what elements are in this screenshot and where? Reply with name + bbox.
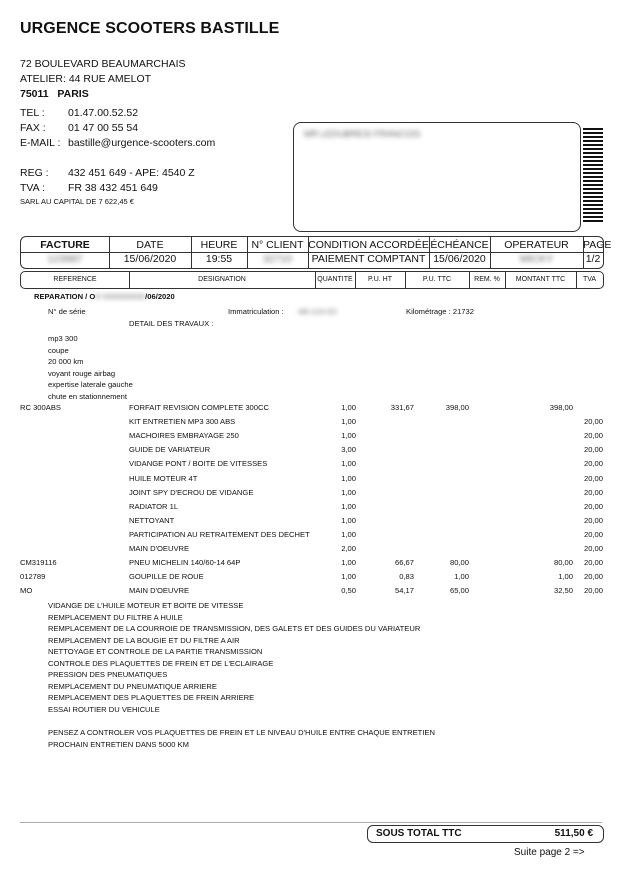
table-row bbox=[0, 429, 620, 442]
facture-value: 123987 bbox=[47, 253, 83, 265]
fax-value: 01 47 00 55 54 bbox=[68, 122, 139, 134]
date-cell bbox=[109, 237, 192, 268]
col-quantite: QUANTITE bbox=[315, 272, 356, 288]
serial-label: N° de série bbox=[48, 307, 86, 316]
company-contact bbox=[20, 106, 215, 151]
cell-puht: 54,17 bbox=[394, 586, 414, 596]
cell-puttc: 1,00 bbox=[454, 572, 469, 582]
tva-value: FR 38 432 451 649 bbox=[68, 182, 158, 194]
date-label: DATE bbox=[136, 239, 164, 251]
cell-designation: JOINT SPY D'ECROU DE VIDANGE bbox=[129, 487, 254, 497]
reg-value: 432 451 649 - APE: 4540 Z bbox=[68, 167, 195, 179]
work-line: ESSAI ROUTIER DU VEHICULE bbox=[48, 704, 160, 714]
note-line: chute en stationnement bbox=[48, 391, 127, 401]
postcode: 75011 bbox=[20, 88, 49, 100]
cell-designation: MAIN D'OEUVRE bbox=[129, 586, 190, 596]
work-line: PRESSION DES PNEUMATIQUES bbox=[48, 670, 168, 679]
table-row bbox=[0, 528, 620, 541]
cell-tva: 20,00 bbox=[583, 473, 603, 483]
cell-quantite: 3,00 bbox=[341, 445, 356, 455]
cell-quantite: 1,00 bbox=[341, 572, 356, 582]
table-row bbox=[0, 443, 620, 456]
heure-label: HEURE bbox=[200, 239, 238, 251]
work-line: REMPLACEMENT DE LA COURROIE DE TRANSMISSION, DES GALETS ET DES GUIDES DU VARIATEUR bbox=[48, 624, 421, 633]
condition-cell bbox=[308, 237, 430, 268]
work-line: CONTROLE DES PLAQUETTES DE FREIN ET DE L'ECLAIRAGE bbox=[48, 658, 274, 668]
cell-quantite: 1,00 bbox=[341, 529, 356, 539]
work-line: REMPLACEMENT DES PLAQUETTES DE FREIN ARRIERE bbox=[48, 693, 255, 702]
cell-tva: 20,00 bbox=[583, 529, 603, 539]
client-label: N° CLIENT bbox=[251, 239, 304, 251]
cell-designation: PARTICIPATION AU RETRAITEMENT DES DECHET bbox=[129, 529, 310, 539]
repair-number: R 0000000000 bbox=[95, 292, 146, 301]
table-row bbox=[0, 556, 620, 569]
footer-notes bbox=[48, 727, 435, 750]
note-line: coupe bbox=[48, 345, 69, 355]
cell-quantite: 1,00 bbox=[341, 473, 356, 483]
cell-quantite: 1,00 bbox=[341, 417, 356, 427]
cell-designation: RADIATOR 1L bbox=[129, 501, 179, 511]
recipient-name: MR LEDUBRESI FRANCOIS bbox=[304, 129, 421, 139]
heure-value: 19:55 bbox=[205, 253, 233, 265]
date-value: 15/06/2020 bbox=[123, 253, 177, 265]
cell-quantite: 1,00 bbox=[341, 515, 356, 525]
cell-puttc: 65,00 bbox=[449, 586, 469, 596]
cell-tva: 20,00 bbox=[583, 487, 603, 497]
column-headers bbox=[20, 271, 604, 289]
next-page-link: Suite page 2 => bbox=[514, 847, 585, 858]
cell-tva: 20,00 bbox=[583, 501, 603, 511]
cell-reference: CM319116 bbox=[20, 558, 57, 568]
col-reference: REFERENCE bbox=[21, 272, 130, 288]
subtotal-label: SOUS TOTAL TTC bbox=[376, 828, 462, 839]
cell-designation: MACHOIRES EMBRAYAGE 250 bbox=[129, 431, 239, 441]
cell-puht: 0,83 bbox=[399, 572, 414, 582]
tva-label: TVA : bbox=[20, 182, 45, 194]
page-label: PAGE bbox=[583, 239, 612, 251]
note-line: voyant rouge airbag bbox=[48, 368, 116, 378]
col-tva: TVA bbox=[582, 276, 597, 283]
email-label: E-MAIL : bbox=[20, 137, 61, 149]
cell-puttc: 80,00 bbox=[449, 558, 469, 568]
cell-montant: 80,00 bbox=[553, 558, 573, 568]
invoice-header bbox=[20, 236, 612, 269]
email-value: bastille@urgence-scooters.com bbox=[68, 137, 216, 149]
footer-divider bbox=[20, 822, 602, 823]
repair-suffix: /06/2020 bbox=[145, 292, 175, 301]
cell-designation: FORFAIT REVISION COMPLETE 300CC bbox=[129, 403, 269, 412]
echeance-cell bbox=[429, 237, 491, 268]
condition-label: CONDITION ACCORDÉE bbox=[308, 239, 429, 251]
page-value: 1/2 bbox=[585, 253, 601, 265]
detail-label: DETAIL DES TRAVAUX : bbox=[129, 319, 214, 328]
address-city bbox=[20, 87, 186, 102]
table-row bbox=[0, 401, 620, 414]
table-row bbox=[0, 514, 620, 527]
note-line: mp3 300 bbox=[48, 334, 78, 343]
barcode bbox=[583, 128, 603, 224]
page-cell bbox=[583, 237, 612, 268]
note-line: 20 000 km bbox=[48, 357, 84, 366]
col-puttc: P.U. TTC bbox=[405, 272, 470, 288]
cell-designation: GUIDE DE VARIATEUR bbox=[129, 445, 211, 455]
cell-reference: MO bbox=[20, 586, 33, 596]
cell-quantite: 1,00 bbox=[341, 459, 356, 469]
footer-note-line: PENSEZ A CONTROLER VOS PLAQUETTES DE FREIN ET LE NIVEAU D'HUILE ENTRE CHAQUE ENTRETIEN bbox=[48, 728, 435, 737]
table-row bbox=[0, 415, 620, 428]
city: PARIS bbox=[57, 88, 89, 100]
cell-puht: 331,67 bbox=[390, 403, 414, 412]
company-address bbox=[20, 57, 186, 102]
condition-value: PAIEMENT COMPTANT bbox=[311, 253, 426, 265]
col-designation: DESIGNATION bbox=[129, 272, 316, 288]
recipient-address-box bbox=[293, 122, 581, 232]
cell-quantite: 1,00 bbox=[341, 403, 356, 412]
table-row bbox=[0, 472, 620, 485]
cell-tva: 20,00 bbox=[583, 459, 603, 469]
subtotal-box bbox=[367, 825, 604, 843]
cell-designation: HUILE MOTEUR 4T bbox=[129, 473, 198, 483]
cell-designation: PNEU MICHELIN 140/60-14 64P bbox=[129, 558, 241, 568]
immat-label: Immatriculation : bbox=[228, 307, 284, 316]
cell-puht: 66,67 bbox=[394, 558, 414, 568]
cell-quantite: 1,00 bbox=[341, 501, 356, 511]
cell-puttc: 398,00 bbox=[445, 403, 469, 412]
cell-tva: 20,00 bbox=[583, 445, 603, 455]
work-line: NETTOYAGE ET CONTROLE DE LA PARTIE TRANSMISSION bbox=[48, 647, 263, 656]
operateur-value: MICKY bbox=[519, 253, 554, 265]
address-line-2: ATELIER: 44 RUE AMELOT bbox=[20, 73, 152, 85]
col-montant: MONTANT TTC bbox=[505, 272, 577, 288]
heure-cell bbox=[191, 237, 248, 268]
operateur-cell bbox=[490, 237, 584, 268]
client-value: 32710 bbox=[262, 253, 293, 265]
facture-label: FACTURE bbox=[40, 239, 90, 251]
col-remise: REM. % bbox=[469, 272, 506, 288]
table-row bbox=[0, 457, 620, 470]
footer-note-line: PROCHAIN ENTRETIEN DANS 5000 KM bbox=[48, 739, 189, 749]
cell-tva: 20,00 bbox=[583, 431, 603, 441]
facture-cell bbox=[21, 237, 110, 268]
cell-quantite: 1,00 bbox=[341, 558, 356, 568]
work-line: REMPLACEMENT DU FILTRE A HUILE bbox=[48, 612, 183, 622]
operateur-label: OPERATEUR bbox=[504, 239, 569, 251]
cell-designation: VIDANGE PONT / BOITE DE VITESSES bbox=[129, 459, 268, 469]
cell-reference: RC 300ABS bbox=[20, 403, 61, 412]
table-row bbox=[0, 486, 620, 499]
cell-designation: GOUPILLE DE ROUE bbox=[129, 572, 204, 582]
address-line-1: 72 BOULEVARD BEAUMARCHAIS bbox=[20, 58, 186, 70]
work-line: REMPLACEMENT DE LA BOUGIE ET DU FILTRE A AIR bbox=[48, 635, 240, 645]
reg-label: REG : bbox=[20, 167, 49, 179]
cell-designation: NETTOYANT bbox=[129, 515, 175, 525]
company-capital: SARL AU CAPITAL DE 7 622,45 € bbox=[20, 197, 134, 206]
cell-tva: 20,00 bbox=[583, 572, 603, 582]
cell-designation: KIT ENTRETIEN MP3 300 ABS bbox=[129, 417, 236, 427]
repair-title bbox=[34, 291, 175, 303]
km-label: Kilométrage : 21732 bbox=[406, 307, 474, 316]
cell-quantite: 1,00 bbox=[341, 487, 356, 497]
echeance-label: ÉCHÉANCE bbox=[430, 239, 489, 251]
repair-prefix: REPARATION / O bbox=[34, 292, 96, 301]
note-line: expertise laterale gauche bbox=[48, 380, 133, 389]
work-line: VIDANGE DE L'HUILE MOTEUR ET BOITE DE VITESSE bbox=[48, 601, 244, 610]
table-row bbox=[0, 584, 620, 597]
subtotal-value: 511,50 € bbox=[554, 828, 593, 839]
echeance-value: 15/06/2020 bbox=[433, 253, 486, 265]
cell-quantite: 2,00 bbox=[341, 544, 356, 553]
works-list bbox=[48, 600, 420, 715]
col-puht: P.U. HT bbox=[355, 272, 406, 288]
fax-label: FAX : bbox=[20, 122, 46, 134]
client-cell bbox=[247, 237, 309, 268]
table-row bbox=[0, 542, 620, 555]
notes-list bbox=[48, 333, 133, 402]
cell-tva: 20,00 bbox=[583, 417, 603, 427]
table-row bbox=[0, 500, 620, 513]
cell-tva: 20,00 bbox=[583, 558, 603, 568]
cell-tva: 20,00 bbox=[583, 544, 603, 553]
cell-montant: 1,00 bbox=[558, 572, 573, 582]
cell-tva: 20,00 bbox=[583, 515, 603, 525]
cell-montant: 398,00 bbox=[549, 403, 573, 412]
company-name: URGENCE SCOOTERS BASTILLE bbox=[20, 20, 280, 37]
cell-reference: 012789 bbox=[20, 572, 46, 582]
cell-montant: 32,50 bbox=[553, 586, 573, 596]
company-registration bbox=[20, 166, 195, 196]
immat-value: AB-123-CD bbox=[298, 307, 337, 316]
cell-tva: 20,00 bbox=[583, 586, 603, 596]
cell-quantite: 1,00 bbox=[341, 431, 356, 441]
cell-quantite: 0,50 bbox=[341, 586, 356, 596]
work-line: REMPLACEMENT DU PNEUMATIQUE ARRIERE bbox=[48, 681, 217, 691]
tel-label: TEL : bbox=[20, 107, 45, 119]
tel-value: 01.47.00.52.52 bbox=[68, 107, 139, 119]
cell-designation: MAIN D'OEUVRE bbox=[129, 544, 190, 553]
table-row bbox=[0, 570, 620, 583]
